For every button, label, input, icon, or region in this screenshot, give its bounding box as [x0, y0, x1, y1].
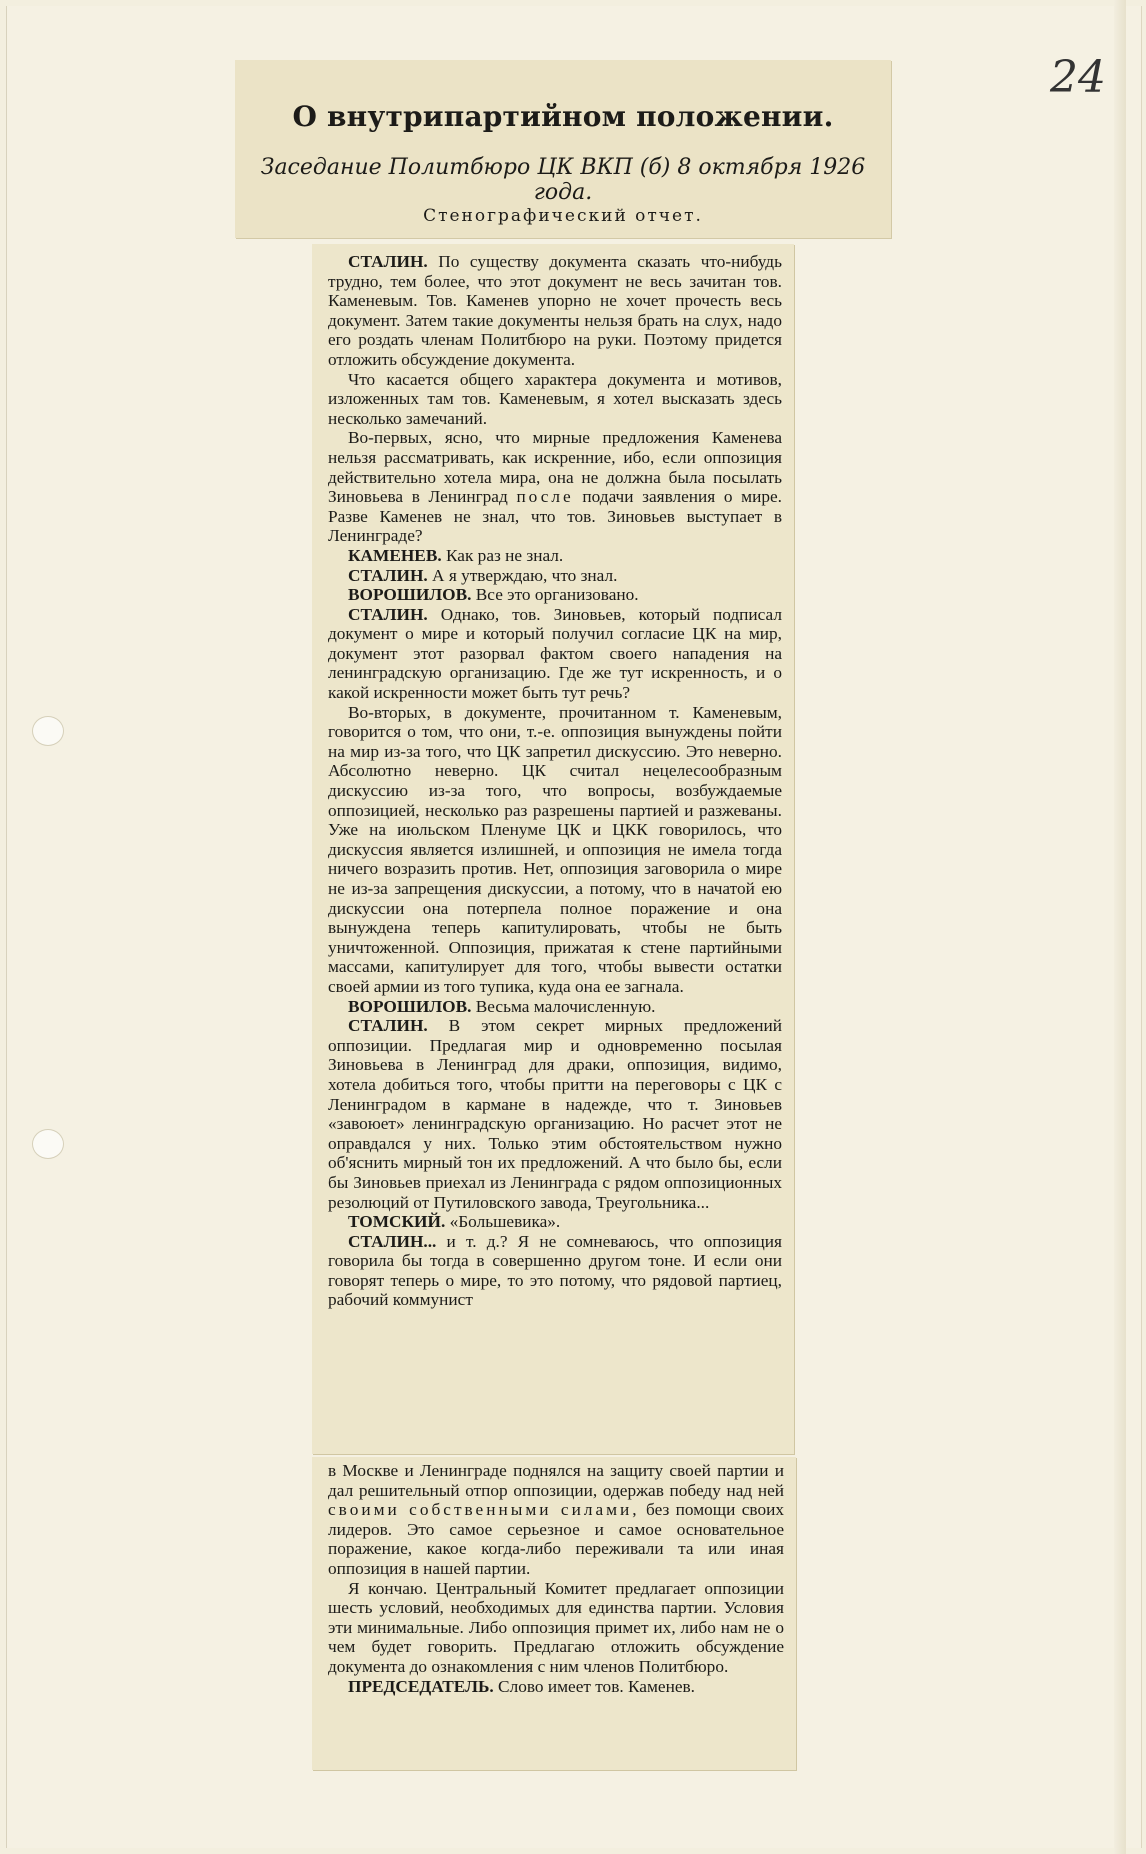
- punch-hole-top: [32, 716, 64, 746]
- speech-text: без помощи своих лидеров. Это самое серьезное и самое основательное поражение, какое когда-либо переживали та или иная оппозиция в нашей партии.: [328, 1500, 784, 1578]
- paragraph: [328, 428, 782, 546]
- paragraph: [328, 252, 782, 370]
- paragraph: [328, 1461, 784, 1579]
- speech-text: Весьма малочисленную.: [475, 996, 656, 1016]
- paragraph: Что касается общего характера документа и мотивов, изложенных там тов. Каменевым, я хотел высказать здесь несколько замечаний.: [328, 369, 782, 428]
- speech-text: в Москве и Ленинграде поднялся на защиту своей партии и дал решительный отпор оппозиции, одержав победу над ней: [328, 1461, 784, 1500]
- paragraph: Я кончаю. Центральный Комитет предлагает оппозиции шесть условий, необходимых для единства партии. Условия эти минимальные. Либо оппозиция примет их, либо нам не о чем будет говорить. Предлагаю отложить обсуждение документа до ознакомления с ним членов Политбюро.: [328, 1578, 784, 1676]
- speaker-name: СТАЛИН.: [348, 1016, 428, 1036]
- column-clipping-1: [312, 244, 794, 1454]
- handwritten-page-number: 24: [1050, 52, 1106, 103]
- paragraph: [328, 1677, 784, 1697]
- speech-text: Все это организовано.: [475, 585, 639, 605]
- paragraph: [328, 1232, 782, 1310]
- column-text-1: [328, 252, 782, 1310]
- speech-text: В этом секрет мирных предложений оппозиции. Предлагая мир и одновременно посылая Зиновьева в Ленинград для драки, оппозиция, видимо, хотела добиться того, чтобы притти на переговоры с ЦК с Ленинградом в кармане в надежде, что т. Зиновьев «завоюет» ленинградскую организацию. Но расчет этот не оправдался у них. Только этим обстоятельством нужно об'яснить мирный тон их предложений. А что было бы, если бы Зиновьев приехал из Ленинграда с рядом оппозиционных резолюций от Путиловского завода, Треугольника...: [328, 1016, 783, 1212]
- report-type: Стенографический отчет.: [423, 206, 703, 226]
- column-text-2: [328, 1461, 784, 1696]
- speech-text: подачи заявления о мире. Разве Каменев не знал, что тов. Зиновьев выступает в Ленинграде?: [328, 487, 783, 546]
- speech-text: По существу документа сказать что-нибудь трудно, тем более, что этот документ не весь зачитан тов. Каменевым. Тов. Каменев упорно не хочет прочесть весь документ. Затем такие документы нельзя брать на слух, надо его роздать членам Политбюро на руки. Поэтому придется отложить обсуждение документа.: [328, 252, 782, 369]
- paragraph: [328, 605, 782, 703]
- emphasized-text: своими собственными силами,: [328, 1500, 640, 1520]
- speaker-name: СТАЛИН...: [348, 1231, 437, 1251]
- paragraph: [328, 546, 782, 566]
- article-subtitle: Заседание Политбюро ЦК ВКП (б) 8 октября 1926 года.: [260, 155, 866, 205]
- speech-text: Слово имеет тов. Каменев.: [498, 1676, 695, 1696]
- paragraph: [328, 566, 782, 586]
- speaker-name: СТАЛИН.: [348, 565, 428, 585]
- paragraph: [328, 1016, 782, 1212]
- page-edge: [1114, 0, 1126, 1854]
- punch-hole-bottom: [32, 1129, 64, 1159]
- speech-text: Как раз не знал.: [446, 545, 564, 565]
- column-clipping-2: [312, 1457, 796, 1770]
- speech-text: А я утверждаю, что знал.: [432, 565, 618, 585]
- article-title: О внутрипартийном положении.: [292, 100, 834, 133]
- paragraph: [328, 1212, 782, 1232]
- speech-text: и т. д.? Я не сомневаюсь, что оппозиция говорила бы тогда в совершенно другом тоне. И если они говорят теперь о мире, то это потому, что рядовой партиец, рабочий коммунист: [328, 1231, 782, 1310]
- emphasized-text: после: [516, 487, 574, 507]
- speech-text: «Большевика».: [449, 1212, 561, 1232]
- speech-text: Однако, тов. Зиновьев, который подписал документ о мире и который получил согласие ЦК на мир, документ этот разорвал фактом своего нападения на ленинградскую организацию. Где же тут искренность, и о какой искренности может быть тут речь?: [328, 604, 782, 703]
- paragraph: [328, 997, 782, 1017]
- speaker-name: СТАЛИН.: [348, 252, 428, 271]
- speaker-name: ВОРОШИЛОВ.: [348, 585, 472, 605]
- speech-text: Во-первых, ясно, что мирные предложения Каменева нельзя рассматривать, как искренние, ибо, если оппозиция действительно хотела мира, она не должна была посылать Зиновьева в Ленинград: [328, 428, 782, 507]
- paragraph: Во-вторых, в документе, прочитанном т. Каменевым, говорится о том, что они, т.-е. оппозиция вынуждены пойти на мир из-за того, что ЦК запретил дискуссию. Это неверно. Абсолютно неверно. ЦК считал нецелесообразным дискуссию из-за того, что вопросы, возбуждаемые оппозицией, несколько раз разрешены партией и разжеваны. Уже на июльском Пленуме ЦК и ЦКК говорилось, что дискуссия является излишней, и оппозиция не имела тогда ничего возразить против. Нет, оппозиция заговорила о мире не из-за запрещения дискуссии, а потому, что в начатой ею дискуссии она потерпела полное поражение и она вынуждена теперь капитулировать, чтобы не быть уничтоженной. Оппозиция, прижатая к стене партийными массами, капитулирует для того, чтобы вывести остатки своей армии из того тупика, куда она ее загнала.: [328, 702, 782, 996]
- speaker-name: СТАЛИН.: [348, 604, 428, 624]
- speaker-name: ПРЕДСЕДАТЕЛЬ.: [348, 1676, 494, 1696]
- speaker-name: ТОМСКИЙ.: [348, 1212, 446, 1232]
- headline-clipping: [235, 60, 891, 238]
- paragraph: [328, 585, 782, 605]
- speaker-name: ВОРОШИЛОВ.: [348, 996, 472, 1016]
- speaker-name: КАМЕНЕВ.: [348, 545, 442, 565]
